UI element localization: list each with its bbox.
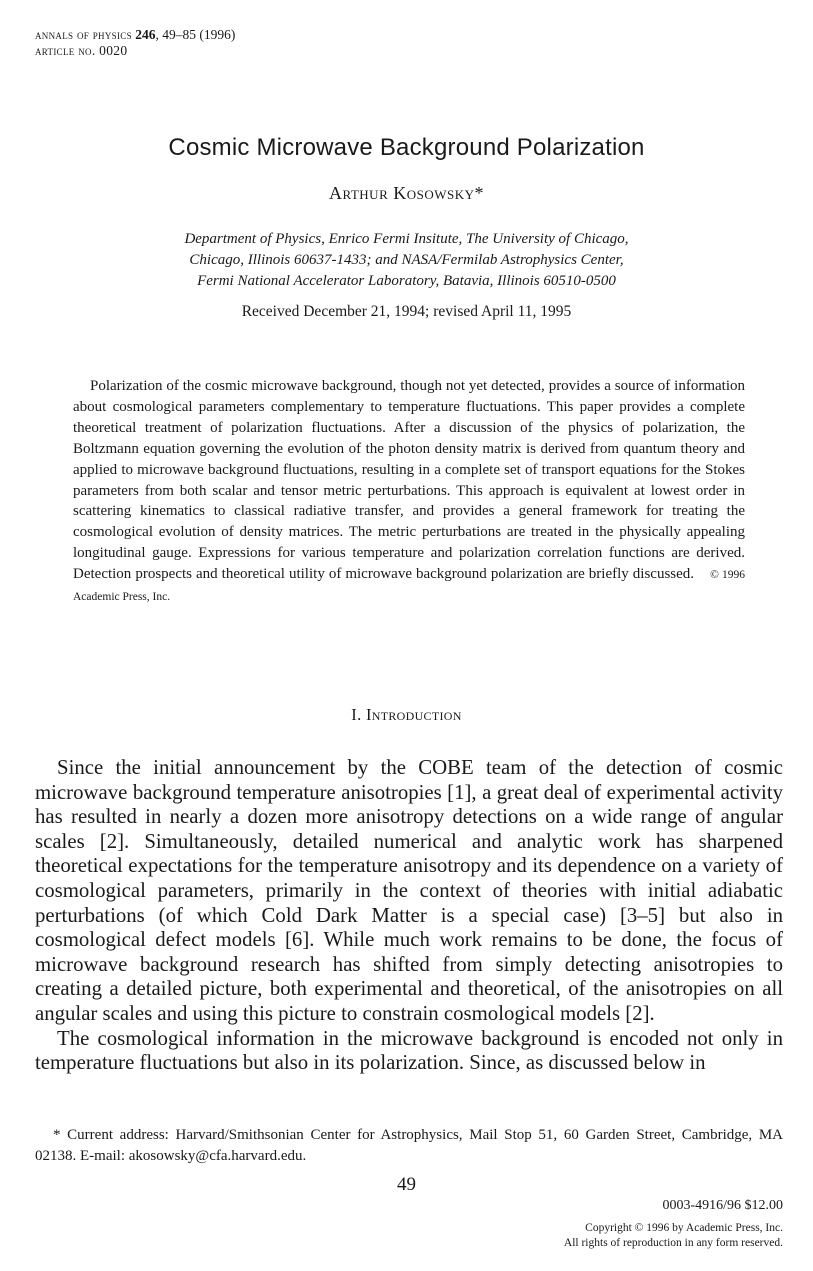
copyright-line: Copyright © 1996 by Academic Press, Inc. xyxy=(585,1222,783,1234)
affiliation-line: Chicago, Illinois 60637-1433; and NASA/Fermilab Astrophysics Center, xyxy=(189,252,624,268)
abstract-text: Polarization of the cosmic microwave background, though not yet detected, provides a source of information about cosmological parameters complementary to temperature fluctuations. This paper provides a complete theoretical treatment of polarization fluctuations. After a discussion of the physics of polarization, the Boltzmann equation governing the evolution of the photon density matrix is derived from quantum theory and applied to microwave background fluctuations, resulting in a complete set of transport equations for the Stokes parameters from both scalar and tensor metric perturbations. This approach is equivalent at lowest order in scattering kinematics to classical radiative transfer, and provides a general framework for treating the cosmological evolution of density matrices. The metric perturbations are treated in the physically appealing longitudinal gauge. Expressions for various temperature and polarization correlation functions are derived. Detection prospects and theoretical utility of microwave background polarization are briefly discussed. xyxy=(73,378,745,583)
affiliation xyxy=(100,229,713,292)
journal-name: annals of physics xyxy=(35,27,132,42)
author-name: Arthur Kosowsky* xyxy=(328,183,485,203)
abstract xyxy=(73,376,745,608)
rights-line: All rights of reproduction in any form reserved. xyxy=(563,1237,783,1249)
issn-price: 0003-4916/96 $12.00 xyxy=(662,1198,783,1213)
body-paragraph: Since the initial announcement by the COBE team of the detection of cosmic microwave background temperature anisotropies [1], a great deal of experimental activity has resulted in nearly a dozen more anisotropy detections on a wide range of angular scales [2]. Simultaneously, detailed numerical and analytic work has sharpened theoretical expectations for the temperature anisotropy and its dependence on a variety of cosmological parameters, primarily in the context of theories with initial adiabatic perturbations (of which Cold Dark Matter is a special case) [3–5] but also in cosmological defect models [6]. While much work remains to be done, the focus of microwave background research has shifted from simply detecting anisotropies to creating a detailed picture, both experimental and theoretical, of the anisotropies on all angular scales and using this picture to constrain cosmological models [2]. xyxy=(35,756,783,1025)
author-footnote: * Current address: Harvard/Smithsonian Center for Astrophysics, Mail Stop 51, 60 Garden Street, Cambridge, MA 02138. E-mail: akosowsky@cfa.harvard.edu. xyxy=(35,1127,783,1164)
affiliation-line: Fermi National Accelerator Laboratory, Batavia, Illinois 60510-0500 xyxy=(197,273,616,289)
received-dates: Received December 21, 1994; revised April 11, 1995 xyxy=(241,303,572,320)
journal-line-1 xyxy=(35,27,235,43)
abstract-copyright: © 1996 Academic Press, Inc. xyxy=(73,569,745,604)
page-number: 49 xyxy=(397,1174,416,1195)
paper-title: Cosmic Microwave Background Polarization xyxy=(168,134,645,161)
body-text xyxy=(35,756,783,1076)
journal-pages-year: , 49–85 (1996) xyxy=(155,27,236,42)
journal-volume: 246 xyxy=(135,27,156,42)
body-paragraph: The cosmological information in the microwave background is encoded not only in temperature fluctuations but also in its polarization. Since, as discussed below in xyxy=(35,1026,783,1075)
publisher-copyright xyxy=(564,1221,783,1251)
article-number: article no. 0020 xyxy=(35,43,128,58)
journal-citation xyxy=(35,27,235,59)
affiliation-line: Department of Physics, Enrico Fermi Insitute, The University of Chicago, xyxy=(184,231,629,247)
section-heading: I. Introduction xyxy=(351,705,462,724)
